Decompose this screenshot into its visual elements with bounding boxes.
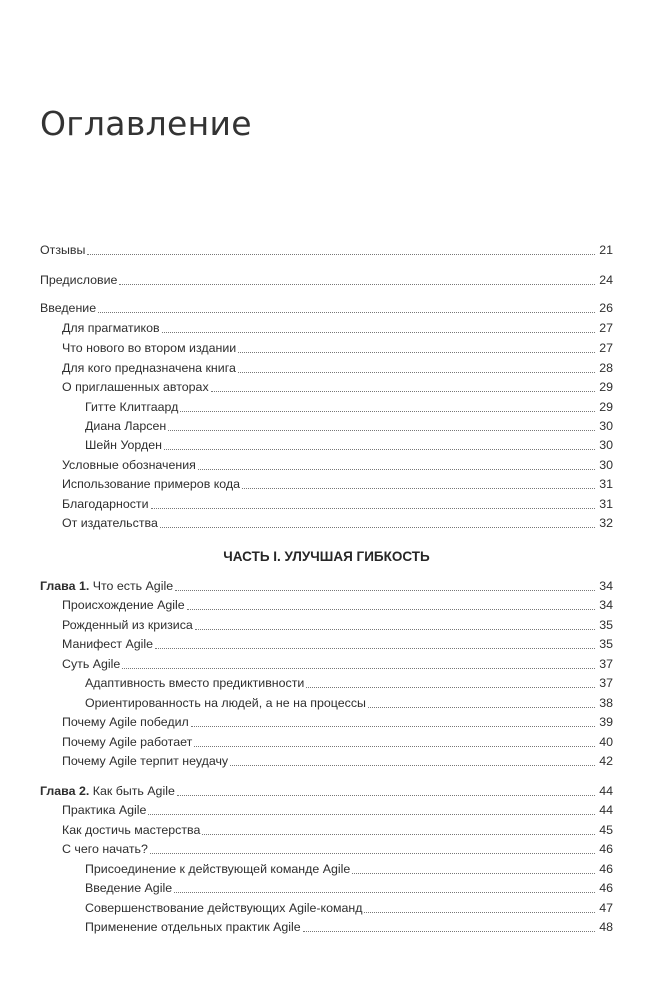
toc-entry-page: 32 [599, 516, 613, 530]
toc-entry-label: Благодарности [62, 497, 149, 511]
part-heading: ЧАСТЬ I. УЛУЧШАЯ ГИБКОСТЬ [223, 549, 430, 564]
dot-leader [303, 931, 595, 932]
toc-entry[interactable] [62, 839, 613, 857]
toc-entry[interactable] [62, 732, 613, 750]
toc-entry-label: Гитте Клитгаард [85, 400, 179, 414]
dot-leader [238, 352, 595, 353]
toc-entry[interactable] [85, 693, 613, 711]
toc-entry-page: 27 [599, 341, 613, 355]
toc-entry-page: 38 [599, 696, 613, 710]
toc-entry-label: Что нового во втором издании [62, 341, 237, 355]
toc-entry[interactable] [40, 240, 613, 258]
dot-leader [195, 629, 595, 630]
toc-entry-page: 46 [599, 881, 613, 895]
toc-entry-label: Адаптивность вместо предиктивности [85, 676, 305, 690]
dot-leader [164, 449, 595, 450]
toc-entry-label: Предисловие [40, 273, 118, 287]
dot-leader [98, 312, 595, 313]
toc-entry-page: 21 [599, 243, 613, 257]
dot-leader [155, 648, 595, 649]
toc-entry-label: Почему Agile победил [62, 715, 189, 729]
toc-entry[interactable] [62, 377, 613, 395]
toc-entry-page: 34 [599, 598, 613, 612]
toc-entry[interactable] [85, 435, 613, 453]
toc-entry-page: 24 [599, 273, 613, 287]
toc-entry-page: 27 [599, 321, 613, 335]
toc-entry[interactable] [62, 494, 613, 512]
toc-entry-page: 30 [599, 419, 613, 433]
toc-entry-page: 31 [599, 497, 613, 511]
dot-leader [119, 284, 595, 285]
toc-chapter-1[interactable] [40, 576, 613, 594]
dot-leader [230, 765, 595, 766]
toc-entry-page: 28 [599, 361, 613, 375]
toc-entry[interactable] [62, 338, 613, 356]
toc-entry-label: Почему Agile работает [62, 735, 193, 749]
toc-entry-page: 45 [599, 823, 613, 837]
page-title: Оглавление [40, 104, 252, 143]
toc-entry-label: Условные обозначения [62, 458, 196, 472]
toc-entry-label: Рожденный из кризиса [62, 618, 193, 632]
chapter-title: Как быть Agile [92, 784, 175, 798]
toc-entry-label: Почему Agile терпит неудачу [62, 754, 229, 768]
toc-entry-page: 40 [599, 735, 613, 749]
dot-leader [211, 391, 595, 392]
toc-chapter-2[interactable] [40, 781, 613, 799]
toc-entry-page: 35 [599, 637, 613, 651]
dot-leader [160, 527, 595, 528]
toc-entry[interactable] [62, 820, 613, 838]
toc-chapter-label [40, 578, 173, 594]
toc-entry-label: Введение Agile [85, 881, 173, 895]
toc-entry-label: Происхождение Agile [62, 598, 185, 612]
toc-entry[interactable] [62, 751, 613, 769]
toc-entry-label: Суть Agile [62, 657, 121, 671]
toc-entry-page: 37 [599, 676, 613, 690]
toc-entry[interactable] [62, 634, 613, 652]
toc-entry-page: 44 [599, 803, 613, 817]
toc-entry-label: Введение [40, 301, 97, 315]
toc-entry[interactable] [85, 878, 613, 896]
chapter-prefix: Глава 2. [40, 784, 90, 798]
toc-entry-label: С чего начать? [62, 842, 148, 856]
toc-entry[interactable] [85, 416, 613, 434]
dot-leader [364, 912, 595, 913]
dot-leader [175, 590, 595, 591]
toc-entry-label: О приглашенных авторах [62, 380, 209, 394]
toc-entry[interactable] [62, 595, 613, 613]
dot-leader [368, 707, 595, 708]
toc-entry-page: 31 [599, 477, 613, 491]
dot-leader [162, 332, 595, 333]
toc-entry-label: Шейн Уорден [85, 438, 162, 452]
toc-entry[interactable] [62, 358, 613, 376]
toc-entry[interactable] [62, 654, 613, 672]
toc-entry-label: Как достичь мастерства [62, 823, 201, 837]
dot-leader [198, 469, 595, 470]
toc-entry-page: 44 [599, 784, 613, 798]
dot-leader [150, 853, 595, 854]
dot-leader [87, 254, 595, 255]
toc-entry-page: 26 [599, 301, 613, 315]
toc-entry[interactable] [85, 397, 613, 415]
toc-entry-label: Для прагматиков [62, 321, 160, 335]
dot-leader [148, 814, 595, 815]
dot-leader [238, 372, 595, 373]
chapter-title: Что есть Agile [92, 579, 174, 593]
dot-leader [168, 430, 595, 431]
toc-entry-label: Манифест Agile [62, 637, 154, 651]
chapter-prefix: Глава 1. [40, 579, 90, 593]
toc-entry[interactable] [62, 318, 613, 336]
toc-entry-label: Практика Agile [62, 803, 147, 817]
toc-entry[interactable] [62, 455, 613, 473]
toc-entry[interactable] [85, 859, 613, 877]
toc-entry-page: 30 [599, 458, 613, 472]
dot-leader [352, 873, 595, 874]
toc-entry-page: 47 [599, 901, 613, 915]
toc-entry-label: Совершенствование действующих Agile-команд [85, 901, 363, 915]
toc-entry-label: Присоединение к действующей команде Agile [85, 862, 351, 876]
toc-chapter-label [40, 783, 175, 799]
toc-entry[interactable] [85, 917, 613, 935]
toc-entry[interactable] [85, 898, 613, 916]
dot-leader [202, 834, 595, 835]
toc-entry-label: Отзывы [40, 243, 86, 257]
toc-entry-label: Для кого предназначена книга [62, 361, 236, 375]
toc-entry-label: Применение отдельных практик Agile [85, 920, 301, 934]
toc-entry[interactable] [40, 270, 613, 288]
dot-leader [187, 609, 595, 610]
toc-entry-page: 34 [599, 579, 613, 593]
toc-entry[interactable] [62, 513, 613, 531]
toc-entry-label: Диана Ларсен [85, 419, 167, 433]
toc-entry-page: 29 [599, 400, 613, 414]
toc-entry-label: От издательства [62, 516, 158, 530]
toc-entry[interactable] [40, 298, 613, 316]
toc-entry-page: 37 [599, 657, 613, 671]
toc-entry-page: 35 [599, 618, 613, 632]
dot-leader [151, 508, 595, 509]
toc-entry[interactable] [62, 474, 613, 492]
dot-leader [174, 892, 595, 893]
toc-entry-page: 42 [599, 754, 613, 768]
toc-entry-page: 48 [599, 920, 613, 934]
dot-leader [180, 411, 595, 412]
dot-leader [242, 488, 595, 489]
dot-leader [177, 795, 595, 796]
dot-leader [191, 726, 595, 727]
toc-entry-page: 46 [599, 842, 613, 856]
toc-entry-label: Ориентированность на людей, а не на процессы [85, 696, 366, 710]
toc-entry[interactable] [62, 800, 613, 818]
toc-entry[interactable] [62, 712, 613, 730]
dot-leader [122, 668, 595, 669]
toc-entry[interactable] [85, 673, 613, 691]
toc-entry[interactable] [62, 615, 613, 633]
dot-leader [194, 746, 595, 747]
toc-entry-page: 30 [599, 438, 613, 452]
toc-entry-label: Использование примеров кода [62, 477, 241, 491]
toc-entry-page: 29 [599, 380, 613, 394]
toc-entry-page: 39 [599, 715, 613, 729]
dot-leader [306, 687, 595, 688]
toc-entry-page: 46 [599, 862, 613, 876]
